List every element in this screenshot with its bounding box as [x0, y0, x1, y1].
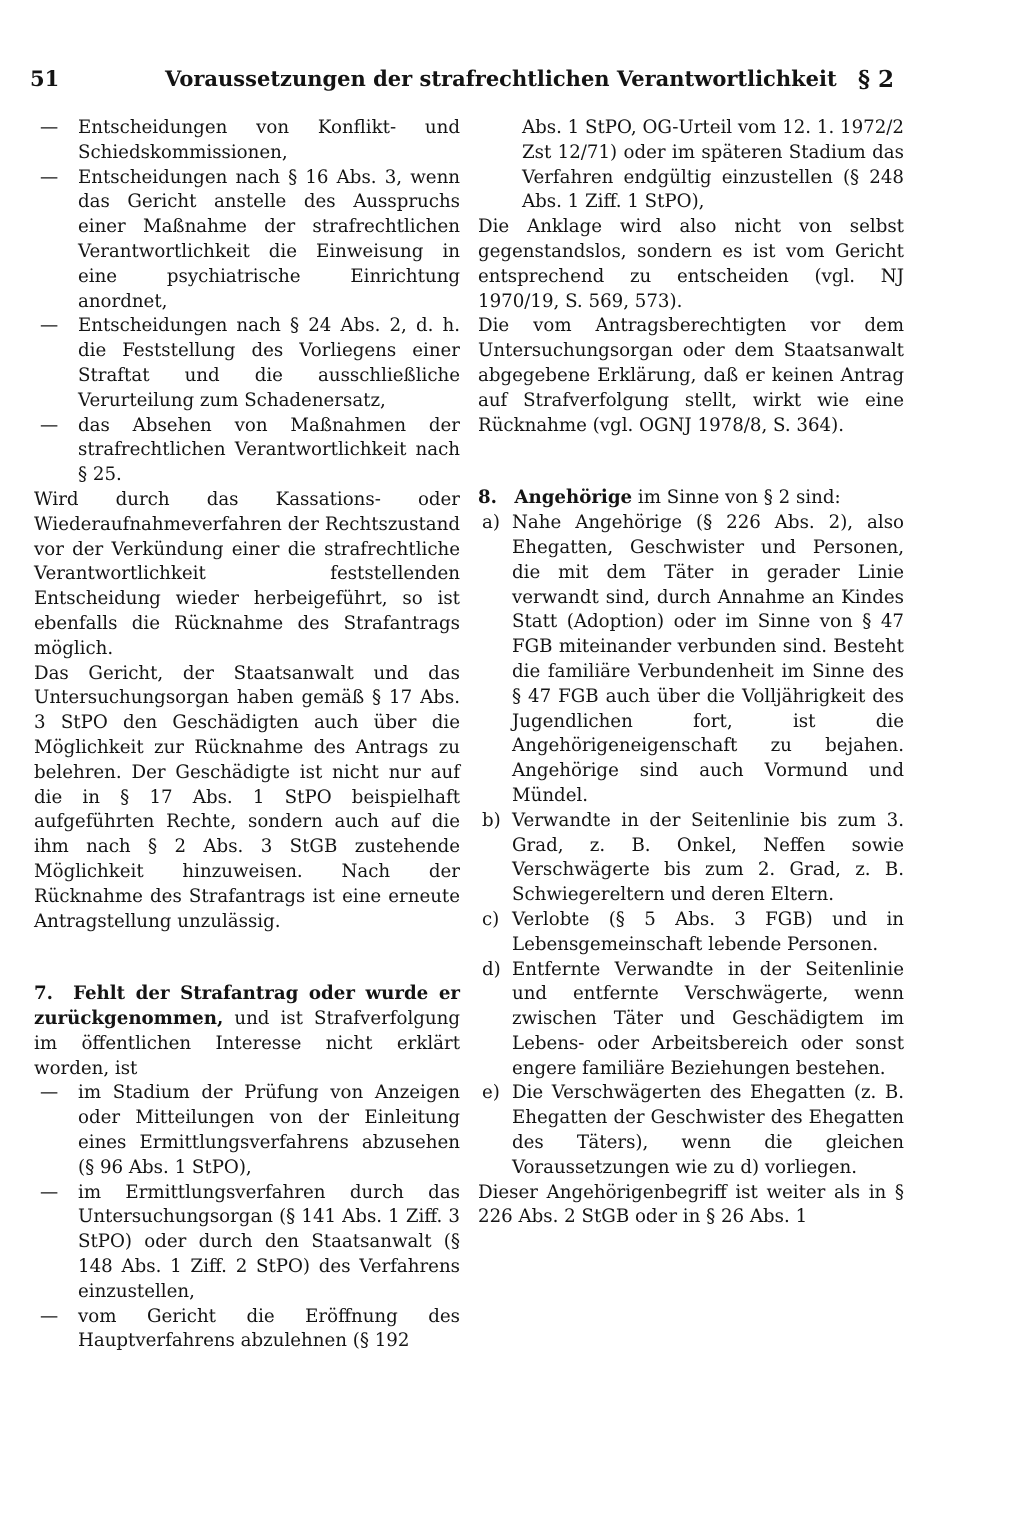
left-column [34, 116, 460, 1354]
section-mark: § 2 [858, 66, 895, 93]
running-title: Voraussetzungen der strafrechtlichen Verantwortlichkeit [165, 66, 837, 91]
paragraph: Das Gericht, der Staatsanwalt und das Untersuchungsorgan haben gemäß § 17 Abs. 3 StPO den Geschädigten auch über die Möglichkeit zur Rücknahme des Antrags zu belehren. Der Geschädigte ist nicht nur auf die in § 17 Abs. 1 StPO beispielhaft aufgeführten Rechte, sondern auch auf die ihm nach § 2 Abs. 3 StGB zustehende Möglichkeit hinzuweisen. Nach der Rücknahme des Strafantrags ist eine erneute Antragstellung unzulässig. [34, 662, 460, 932]
section-heading: Fehlt der Strafantrag oder wurde er zurückgenommen, [34, 983, 460, 1030]
section-number: 8. [478, 487, 497, 509]
list-item: c) Verlobte (§ 5 Abs. 3 FGB) und in Lebensgemeinschaft lebende Personen. [482, 908, 904, 955]
list-item: a) Nahe Angehörige (§ 226 Abs. 2), also Ehegatten, Geschwister und Personen, die mit dem Täter in gerader Linie verwandt sind, durch Annahme an Kindes Statt (Adoption) oder im Sinne von § 47 FGB miteinander verbunden sind. Besteht die familiäre Verbundenheit im Sinne des § 47 FGB auch über die Volljährigkeit des Jugendlichen fort, ist die Angehörigeneigenschaft zu bejahen. Angehörige sind auch Vormund und Mündel. [482, 512, 904, 806]
paragraph: Wird durch das Kassations- oder Wiederaufnahmeverfahren der Rechtszustand vor der Verkündung einer die strafrechtliche Verantwortlichkeit feststellenden Entscheidung wieder herbeigeführt, so ist ebenfalls die Rücknahme des Strafantrags möglich. [34, 488, 460, 659]
section-8-intro: 8. Angehörige im Sinne von § 2 sind: [478, 487, 841, 509]
list-item: — das Absehen von Maßnahmen der strafrechtlichen Verantwortlichkeit nach § 25. [40, 414, 460, 486]
page-header [0, 66, 1024, 102]
list-item: b) Verwandte in der Seitenlinie bis zum 3. Grad, z. B. Onkel, Neffen sowie Verschwägerte bis zum 2. Grad, z. B. Schwiegereltern und deren Eltern. [482, 809, 904, 906]
list-item: — im Ermittlungsverfahren durch das Untersuchungsorgan (§ 141 Abs. 1 Ziff. 3 StPO) oder durch den Staatsanwalt (§ 148 Abs. 1 Ziff. 2 StPO) des Verfahrens einzustellen, [40, 1181, 460, 1302]
paragraph: Dieser Angehörigenbegriff ist weiter als in § 226 Abs. 2 StGB oder in § 26 Abs. 1 [478, 1181, 904, 1228]
list-item: — vom Gericht die Eröffnung des Hauptverfahrens abzulehnen (§ 192 [40, 1305, 460, 1352]
list-item: — Entscheidungen nach § 16 Abs. 3, wenn das Gericht anstelle des Ausspruchs einer Maßnahme der strafrechtlichen Verantwortlichkeit die Einweisung in eine psychiatrische Einrichtung anordnet, [40, 166, 460, 312]
list-item: — Entscheidungen von Konflikt- und Schiedskommissionen, [40, 117, 460, 163]
paragraph: Abs. 1 StPO, OG-Urteil vom 12. 1. 1972/2 Zst 12/71) oder im späteren Stadium das Verfahren endgültig einzustellen (§ 248 Abs. 1 Ziff. 1 StPO), [522, 117, 904, 213]
list-item: e) Die Verschwägerten des Ehegatten (z. B. Ehegatten der Geschwister des Ehegatten des Täters), wenn die gleichen Voraussetzungen wie zu d) vorliegen. [482, 1082, 904, 1178]
list-item: — Entscheidungen nach § 24 Abs. 2, d. h. die Feststellung des Vorliegens einer Straftat und die ausschließliche Verurteilung zum Schadenersatz, [40, 315, 460, 411]
list-item: — im Stadium der Prüfung von Anzeigen oder Mitteilungen von der Einleitung eines Ermittlungsverfahrens abzusehen (§ 96 Abs. 1 StPO), [40, 1082, 460, 1178]
paragraph: Die Anklage wird also nicht von selbst gegenstandslos, sondern es ist vom Gericht entsprechend zu entscheiden (vgl. NJ 1970/19, S. 569, 573). [478, 216, 904, 312]
list-item: d) Entfernte Verwandte in der Seitenlinie und entfernte Verschwägerte, wenn zwischen Täter und Geschädigtem im Lebens- oder Arbeitsbereich oder sonst engere familiäre Beziehungen bestehen. [482, 958, 904, 1079]
paragraph: Die vom Antragsberechtigten vor dem Untersuchungsorgan oder dem Staatsanwalt abgegebene Erklärung, daß er keinen Antrag auf Strafverfolgung stellt, wirkt wie eine Rücknahme (vgl. OGNJ 1978/8, S. 364). [478, 315, 904, 436]
page-number: 51 [30, 66, 60, 91]
section-heading: Angehörige [514, 487, 633, 509]
section-7-intro: 7. Fehlt der Strafantrag oder wurde er zurückgenommen, und ist Strafverfolgung im öffentlichen Interesse nicht erklärt worden, ist [34, 983, 460, 1079]
right-column [478, 116, 904, 1230]
section-number: 7. [34, 983, 53, 1005]
